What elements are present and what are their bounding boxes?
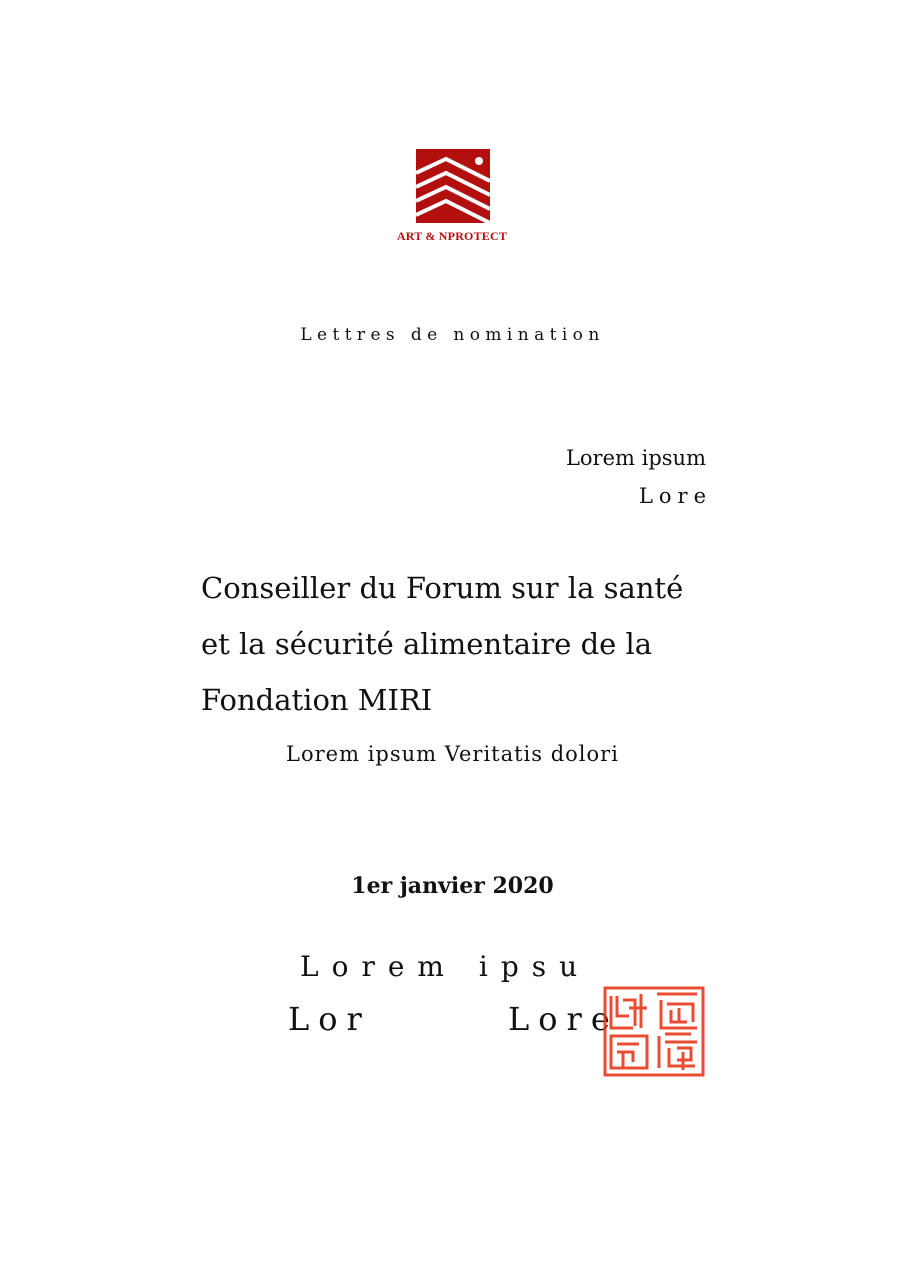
signature-heading: Lorem ipsu	[300, 950, 591, 983]
recipient-subtitle: Lore	[638, 484, 712, 508]
seal-stamp-icon	[603, 986, 705, 1077]
signature-left-name: Lor	[288, 1000, 371, 1038]
logo-text: ART & NPROTECT	[396, 229, 508, 243]
document-date: 1er janvier 2020	[351, 873, 554, 899]
recipient-name: Lorem ipsum	[565, 446, 706, 470]
appointment-title: Conseiller du Forum sur la santé et la sécurité alimentaire de la Fondation MIRI	[201, 571, 684, 717]
signature-right-name: Lore	[508, 1000, 619, 1038]
document-type-heading: Lettres de nomination	[300, 325, 605, 345]
company-logo	[416, 149, 490, 223]
appointment-subtitle: Lorem ipsum Veritatis dolori	[286, 742, 619, 766]
